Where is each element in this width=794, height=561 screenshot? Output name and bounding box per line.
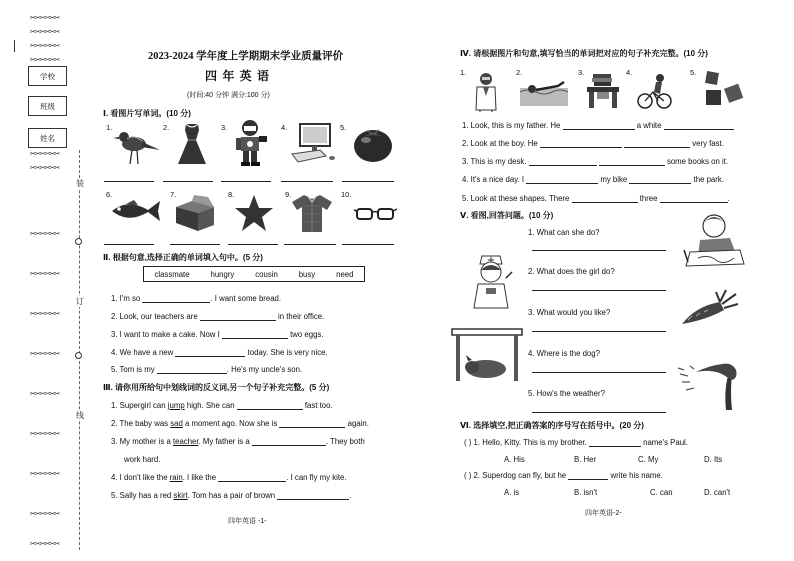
blank-input[interactable] <box>277 491 349 500</box>
class-field[interactable]: 班级 <box>28 96 67 116</box>
bind-mark-xian: 线 <box>76 411 84 420</box>
choice-option[interactable]: C. can <box>650 488 673 497</box>
blank-input[interactable] <box>529 157 597 166</box>
blank-input[interactable] <box>660 194 728 203</box>
scissor-row: ✂✂✂✂✂✂ <box>30 151 60 158</box>
scissor-row: ✂✂✂✂✂✂ <box>30 15 60 22</box>
underlined-word: teacher <box>172 437 199 446</box>
underlined-word: skirt <box>173 491 188 500</box>
antonym-sentence: 3. My mother is a teacher. My father is a . They both <box>111 437 365 446</box>
subject-title: 四 年 英 语 <box>205 69 271 83</box>
blank-input[interactable] <box>589 438 641 447</box>
scissor-row: ✂✂✂✂✂✂ <box>30 57 60 64</box>
blank-input[interactable] <box>200 312 276 321</box>
fill-sentence: 3. I want to make a cake. Now I two eggs. <box>111 330 324 339</box>
question-text: 3. What would you like? <box>528 308 611 317</box>
scissor-row: ✂✂✂✂✂✂ <box>30 351 60 358</box>
bird-picture <box>112 124 162 169</box>
answer-line[interactable] <box>342 244 394 245</box>
glasses-picture <box>354 205 398 225</box>
page-footer-right: 四年英语-2- <box>585 510 622 517</box>
fill-sentence: 1. I'm so . I want some bread. <box>111 294 282 303</box>
pic-number: 3. <box>578 68 585 77</box>
word-option: need <box>336 269 354 279</box>
hole-circle <box>75 238 82 245</box>
scissor-row: ✂✂✂✂✂✂ <box>30 231 60 238</box>
blank-input[interactable] <box>664 121 734 130</box>
blank-input[interactable] <box>218 473 286 482</box>
antonym-sentence: 2. The baby was sad a moment ago. Now she is again. <box>111 419 369 428</box>
blank-input[interactable] <box>540 139 622 148</box>
answer-line[interactable] <box>104 181 154 182</box>
doctor-picture <box>472 72 500 112</box>
answer-line[interactable] <box>281 181 333 182</box>
scissor-row: ✂✂✂✂✂✂ <box>30 541 60 548</box>
pic-number: 1. <box>460 68 467 77</box>
underlined-word: sad <box>170 419 183 428</box>
choice-option[interactable]: D. can't <box>704 488 731 497</box>
answer-line[interactable] <box>104 244 154 245</box>
fill-sentence: 5. Tom is my . He's my uncle's son. <box>111 365 303 374</box>
blank-input[interactable] <box>279 419 345 428</box>
pic-number: 10. <box>341 190 352 199</box>
question-text: 4. Where is the dog? <box>528 349 600 358</box>
word-bank <box>143 266 365 282</box>
answer-paren[interactable]: ( ) <box>464 471 472 480</box>
blank-input[interactable] <box>568 471 608 480</box>
answer-line[interactable] <box>284 244 336 245</box>
pic-number: 1. <box>106 123 113 132</box>
robot-picture <box>232 118 272 168</box>
pic-number: 5. <box>340 123 347 132</box>
antonym-sentence: 5. Sally has a red skirt. Tom has a pair of brown . <box>111 491 352 500</box>
picture-sentence: 2. Look at the boy. He very fast. <box>462 139 724 148</box>
pic-number: 9. <box>285 190 292 199</box>
box-picture <box>172 193 218 233</box>
blank-input[interactable] <box>222 330 288 339</box>
pic-number: 2. <box>163 123 170 132</box>
word-option: classmate <box>154 269 190 279</box>
section6-heading: Ⅵ. 选择填空,把正确答案的序号写在括号中。(20 分) <box>460 421 644 430</box>
pic-number: 7. <box>170 190 177 199</box>
scissor-row: ✂✂✂✂✂✂ <box>30 311 60 318</box>
fill-sentence: 4. We have a new today. She is very nice. <box>111 348 328 357</box>
underlined-word: jump <box>167 401 185 410</box>
blank-input[interactable] <box>599 157 665 166</box>
exam-title: 2023-2024 学年度上学期期末学业质量评价 <box>148 51 344 62</box>
choice-question: ( ) 1. Hello, Kitty. This is my brother. name's Paul. <box>464 438 688 447</box>
desk-books-picture <box>585 72 621 110</box>
blank-input[interactable] <box>572 194 638 203</box>
exam-meta: (时间:40 分钟 满分:100 分) <box>187 92 270 99</box>
answer-line[interactable] <box>170 244 220 245</box>
choice-option[interactable]: B. isn't <box>574 488 598 497</box>
section4-heading: Ⅳ. 请根据图片和句意,填写恰当的单词把对应的句子补充完整。(10 分) <box>460 49 708 58</box>
scissor-row: ✂✂✂✂✂✂ <box>30 29 60 36</box>
picture-sentence: 1. Look, this is my father. He a white <box>462 121 734 130</box>
antonym-sentence: 4. I don't like the rain. I like the . I can fly my kite. <box>111 473 347 482</box>
word-option: hungry <box>210 269 235 279</box>
choice-option[interactable]: B. Her <box>574 455 597 464</box>
nurse-picture <box>470 250 514 312</box>
pic-number: 4. <box>281 123 288 132</box>
blank-input[interactable] <box>624 139 690 148</box>
pic-number: 3. <box>221 123 228 132</box>
tomato-picture <box>352 120 394 165</box>
girl-drawing-picture <box>680 210 748 268</box>
underlined-word: rain <box>169 473 183 482</box>
scissor-row: ✂✂✂✂✂✂ <box>30 165 60 172</box>
computer-picture <box>290 122 338 167</box>
answer-paren[interactable]: ( ) <box>464 438 472 447</box>
picture-sentence: 4. It's a nice day. I my bike the park. <box>462 175 724 184</box>
star-picture <box>233 193 275 233</box>
blank-input[interactable] <box>157 365 227 374</box>
cut-line <box>79 150 80 550</box>
pic-number: 4. <box>626 68 633 77</box>
page-footer-left: 四年英语 -1- <box>228 518 267 525</box>
blank-input[interactable] <box>142 294 210 303</box>
hole-circle <box>75 352 82 359</box>
antonym-continuation: work hard. <box>124 455 161 464</box>
section1-heading: Ⅰ. 看图片写单词。(10 分) <box>103 109 191 118</box>
choice-question: ( ) 2. Superdog can fly, but he write his name. <box>464 471 663 480</box>
shapes-picture <box>702 70 748 110</box>
section5-heading: Ⅴ. 看图,回答问题。(10 分) <box>460 211 554 220</box>
answer-line[interactable] <box>532 412 666 413</box>
scissor-row: ✂✂✂✂✂✂ <box>30 431 60 438</box>
scissor-row: ✂✂✂✂✂✂ <box>30 511 60 518</box>
scissor-row: ✂✂✂✂✂✂ <box>30 271 60 278</box>
name-field[interactable]: 姓名 <box>28 128 67 148</box>
antonym-sentence: 1. Supergirl can jump high. She can fast too. <box>111 401 333 410</box>
bind-mark-ding: 订 <box>76 297 84 306</box>
dress-picture <box>172 122 212 167</box>
section3-heading: Ⅲ. 请你用所给句中划线词的反义词,另一个句子补充完整。(5 分) <box>103 383 330 392</box>
choice-option[interactable]: C. My <box>638 455 659 464</box>
picture-sentence: 5. Look at these shapes. There three . <box>462 194 730 203</box>
answer-line[interactable] <box>532 331 666 332</box>
answer-line[interactable] <box>532 290 666 291</box>
word-option: cousin <box>255 269 278 279</box>
blank-input[interactable] <box>252 437 326 446</box>
word-option: busy <box>298 269 316 279</box>
answer-line[interactable] <box>221 181 271 182</box>
scissor-row: ✂✂✂✂✂✂ <box>30 471 60 478</box>
picture-sentence: 3. This is my desk. some books on it. <box>462 157 729 166</box>
blank-input[interactable] <box>526 175 598 184</box>
blank-input[interactable] <box>175 348 245 357</box>
fill-sentence: 2. Look, our teachers are in their office. <box>111 312 325 321</box>
swimming-picture <box>518 78 570 108</box>
answer-line[interactable] <box>342 181 394 182</box>
scissor-row: ✂✂✂✂✂✂ <box>30 43 60 50</box>
shirt-picture <box>290 192 334 234</box>
pic-number: 6. <box>106 190 113 199</box>
choice-option[interactable]: A. His <box>504 455 525 464</box>
answer-line[interactable] <box>532 372 666 373</box>
binding-tick <box>14 40 15 52</box>
blank-input[interactable] <box>237 401 303 410</box>
bind-mark-zhuang: 装 <box>76 179 84 188</box>
dog-under-table-picture <box>450 325 524 383</box>
question-text: 5. How's the weather? <box>528 389 605 398</box>
scissor-row: ✂✂✂✂✂✂ <box>30 391 60 398</box>
section2-heading: Ⅱ. 根据句意,选择正确的单词填入句中。(5 分) <box>103 253 263 262</box>
carrot-picture <box>676 286 740 332</box>
blank-input[interactable] <box>629 175 691 184</box>
choice-option[interactable]: A. is <box>504 488 520 497</box>
question-text: 2. What does the girl do? <box>528 267 615 276</box>
bike-picture <box>636 70 672 110</box>
answer-line[interactable] <box>228 244 278 245</box>
choice-option[interactable]: D. Its <box>704 455 723 464</box>
pic-number: 5. <box>690 68 697 77</box>
school-field[interactable]: 学校 <box>28 66 67 86</box>
answer-line[interactable] <box>532 250 666 251</box>
pic-number: 2. <box>516 68 523 77</box>
question-text: 1. What can she do? <box>528 228 600 237</box>
answer-line[interactable] <box>163 181 213 182</box>
fish-picture <box>108 196 163 226</box>
blank-input[interactable] <box>563 121 635 130</box>
windy-tree-picture <box>676 360 740 412</box>
pic-number: 8. <box>228 190 235 199</box>
